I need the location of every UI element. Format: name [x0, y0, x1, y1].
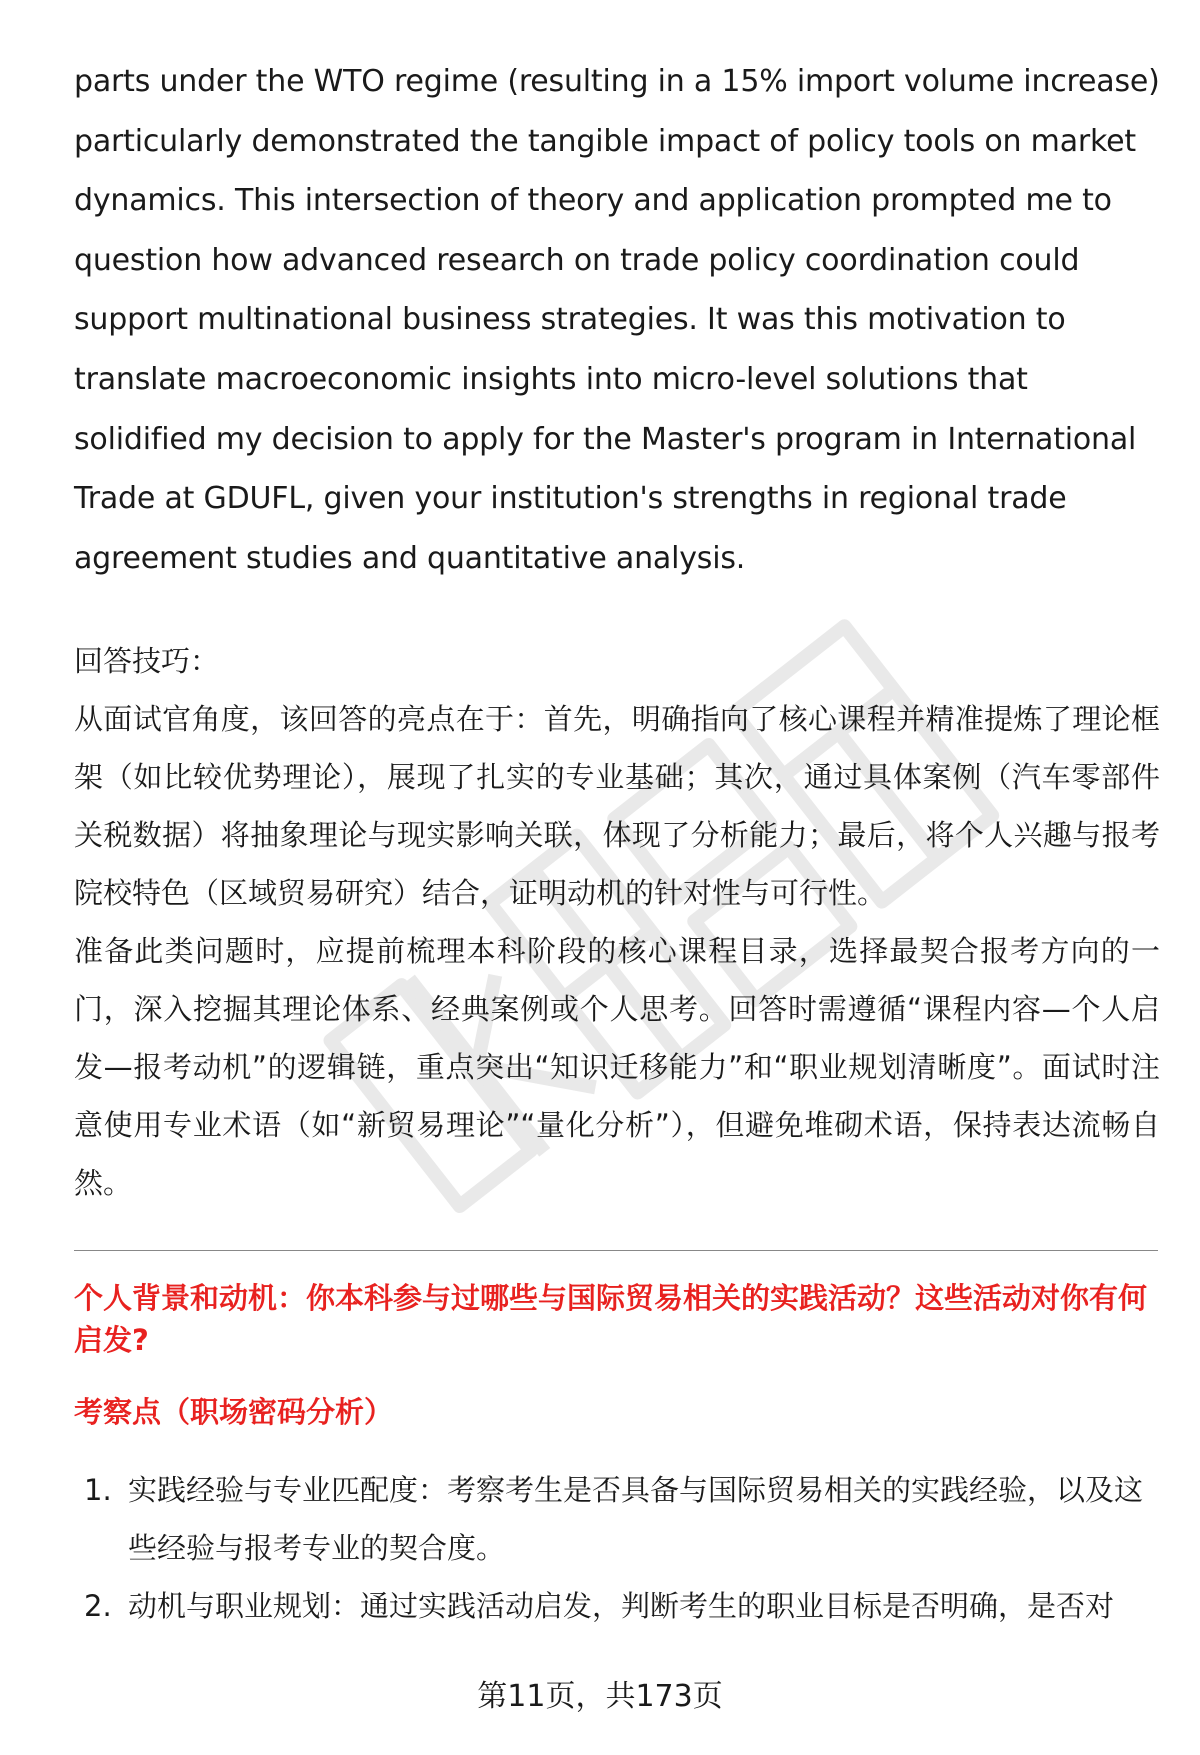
section-divider	[74, 1250, 1158, 1251]
tips-label: 回答技巧：	[74, 644, 220, 679]
list-item-number: 2.	[84, 1589, 112, 1624]
page-content	[74, 52, 1160, 1635]
list-item	[74, 1461, 1160, 1577]
question-heading: 个人背景和动机：你本科参与过哪些与国际贸易相关的实践活动？这些活动对你有何启发?	[74, 1281, 1148, 1358]
assessment-points-title: 考察点（职场密码分析）	[74, 1395, 394, 1430]
tips-paragraph-2: 准备此类问题时，应提前梳理本科阶段的核心课程目录，选择最契合报考方向的一门，深入挖掘其理论体系、经典案例或个人思考。回答时需遵循“课程内容—个人启发—报考动机”的逻辑链，重点突出“知识迁移能力”和“职业规划清晰度”。面试时注意使用专业术语（如“新贸易理论”“量化分析”），但避免堆砌术语，保持表达流畅自然。	[74, 934, 1160, 1201]
list-item-number: 1.	[84, 1473, 112, 1508]
page-number-footer: 第11页，共173页	[477, 1679, 723, 1714]
list-item	[74, 1577, 1160, 1635]
english-answer-paragraph: parts under the WTO regime (resulting in a 15% import volume increase) particularly demonstrated the tangible impact of policy tools on market dynamics. This intersection of theory and application prompted me to question how advanced research on trade policy coordination could support multinational business strategies. It was this motivation to translate macroeconomic insights into micro-level solutions that solidified my decision to apply for the Master's program in International Trade at GDUFL, given your institution's strengths in regional trade agreement studies and quantitative analysis.	[74, 64, 1160, 576]
assessment-points-list	[74, 1461, 1160, 1635]
list-item-text: 动机与职业规划：通过实践活动启发，判断考生的职业目标是否明确，是否对	[128, 1589, 1115, 1624]
tips-paragraph-1: 从面试官角度，该回答的亮点在于：首先，明确指向了核心课程并精准提炼了理论框架（如比较优势理论），展现了扎实的专业基础；其次，通过具体案例（汽车零部件关税数据）将抽象理论与现实影响关联，体现了分析能力；最后，将个人兴趣与报考院校特色（区域贸易研究）结合，证明动机的针对性与可行性。	[74, 702, 1160, 911]
list-item-text: 实践经验与专业匹配度：考察考生是否具备与国际贸易相关的实践经验，以及这些经验与报考专业的契合度。	[128, 1473, 1144, 1566]
